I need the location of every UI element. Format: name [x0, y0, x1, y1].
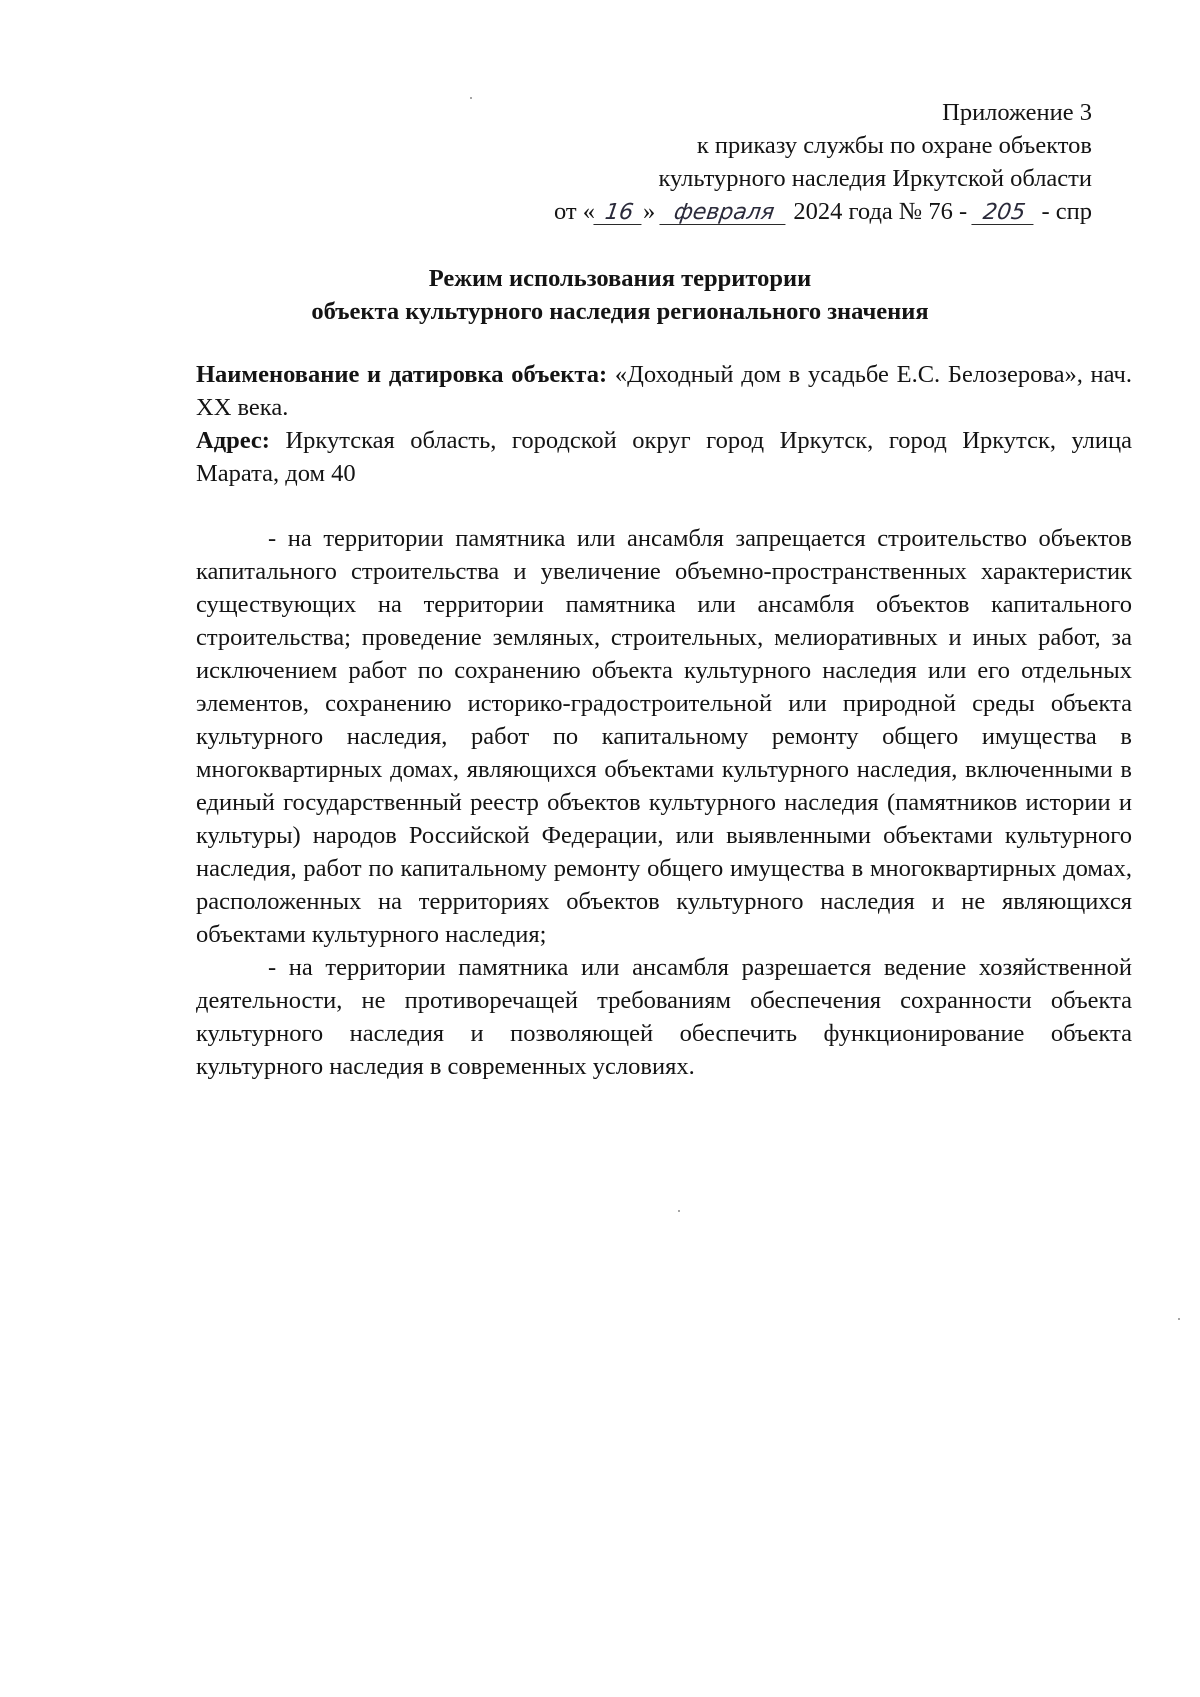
object-address-label: Адрес: — [196, 427, 270, 454]
object-address-row — [196, 424, 1132, 490]
object-name-label: Наименование и датировка объекта: — [196, 361, 608, 388]
scan-speck — [678, 1210, 680, 1212]
prohibition-paragraph: - на территории памятника или ансамбля запрещается строительство объектов капитального строительства и увеличение объемно-пространственных характеристик существующих на территории памятника или ансамбля объектов капитального строительства; проведение земляных, строительных, мелиоративных и иных работ, за исключением работ по сохранению объекта культурного наследия или его отдельных элементов, сохранению историко-градостроительной или природной среды объекта культурного наследия, работ по капитальному ремонту общего имущества в многоквартирных домах, являющихся объектами культурного наследия, включенными в единый государственный реестр объектов культурного наследия (памятников истории и культуры) народов Российской Федерации, или выявленными объектами культурного наследия, работ по капитальному ремонту общего имущества в многоквартирных домах, расположенных на территориях объектов культурного наследия и не являющихся объектами культурного наследия; — [196, 525, 1132, 948]
handwritten-day: 16 — [593, 202, 644, 225]
date-quote-close: » — [642, 198, 656, 225]
date-year-number: 2024 года № 76 - — [787, 198, 974, 225]
order-date-line — [392, 195, 1092, 228]
issuing-authority-line: культурного наследия Иркутской области — [658, 165, 1092, 192]
title-line-1: Режим использования территории — [428, 265, 812, 292]
order-suffix: - спр — [1035, 198, 1092, 225]
appendix-number: Приложение 3 — [942, 99, 1092, 126]
appendix-header — [392, 96, 1092, 228]
order-reference-line: к приказу службы по охране объектов — [696, 132, 1092, 159]
document-title — [120, 262, 1120, 328]
scan-speck — [470, 97, 472, 99]
regime-text — [196, 522, 1132, 1083]
handwritten-order-number: 205 — [972, 202, 1037, 225]
permission-paragraph: - на территории памятника или ансамбля разрешается ведение хозяйственной деятельности, не противоречащей требованиям обеспечения сохранности объекта культурного наследия и позволяющей обеспечить функционирование объекта культурного наследия в современных условиях. — [196, 954, 1132, 1080]
object-name-value: «Доходный дом в усадьбе Е.С. Белозерова», нач. XX века. — [196, 361, 1133, 421]
object-name-row — [196, 358, 1132, 424]
scan-speck — [1178, 1318, 1180, 1320]
title-line-2: объекта культурного наследия регионального значения — [311, 298, 929, 325]
handwritten-month: февраля — [660, 202, 789, 225]
object-info — [196, 358, 1132, 490]
date-prefix: от « — [553, 198, 595, 225]
object-address-value: Иркутская область, городской округ город Иркутск, город Иркутск, улица Марата, дом 40 — [196, 427, 1132, 487]
